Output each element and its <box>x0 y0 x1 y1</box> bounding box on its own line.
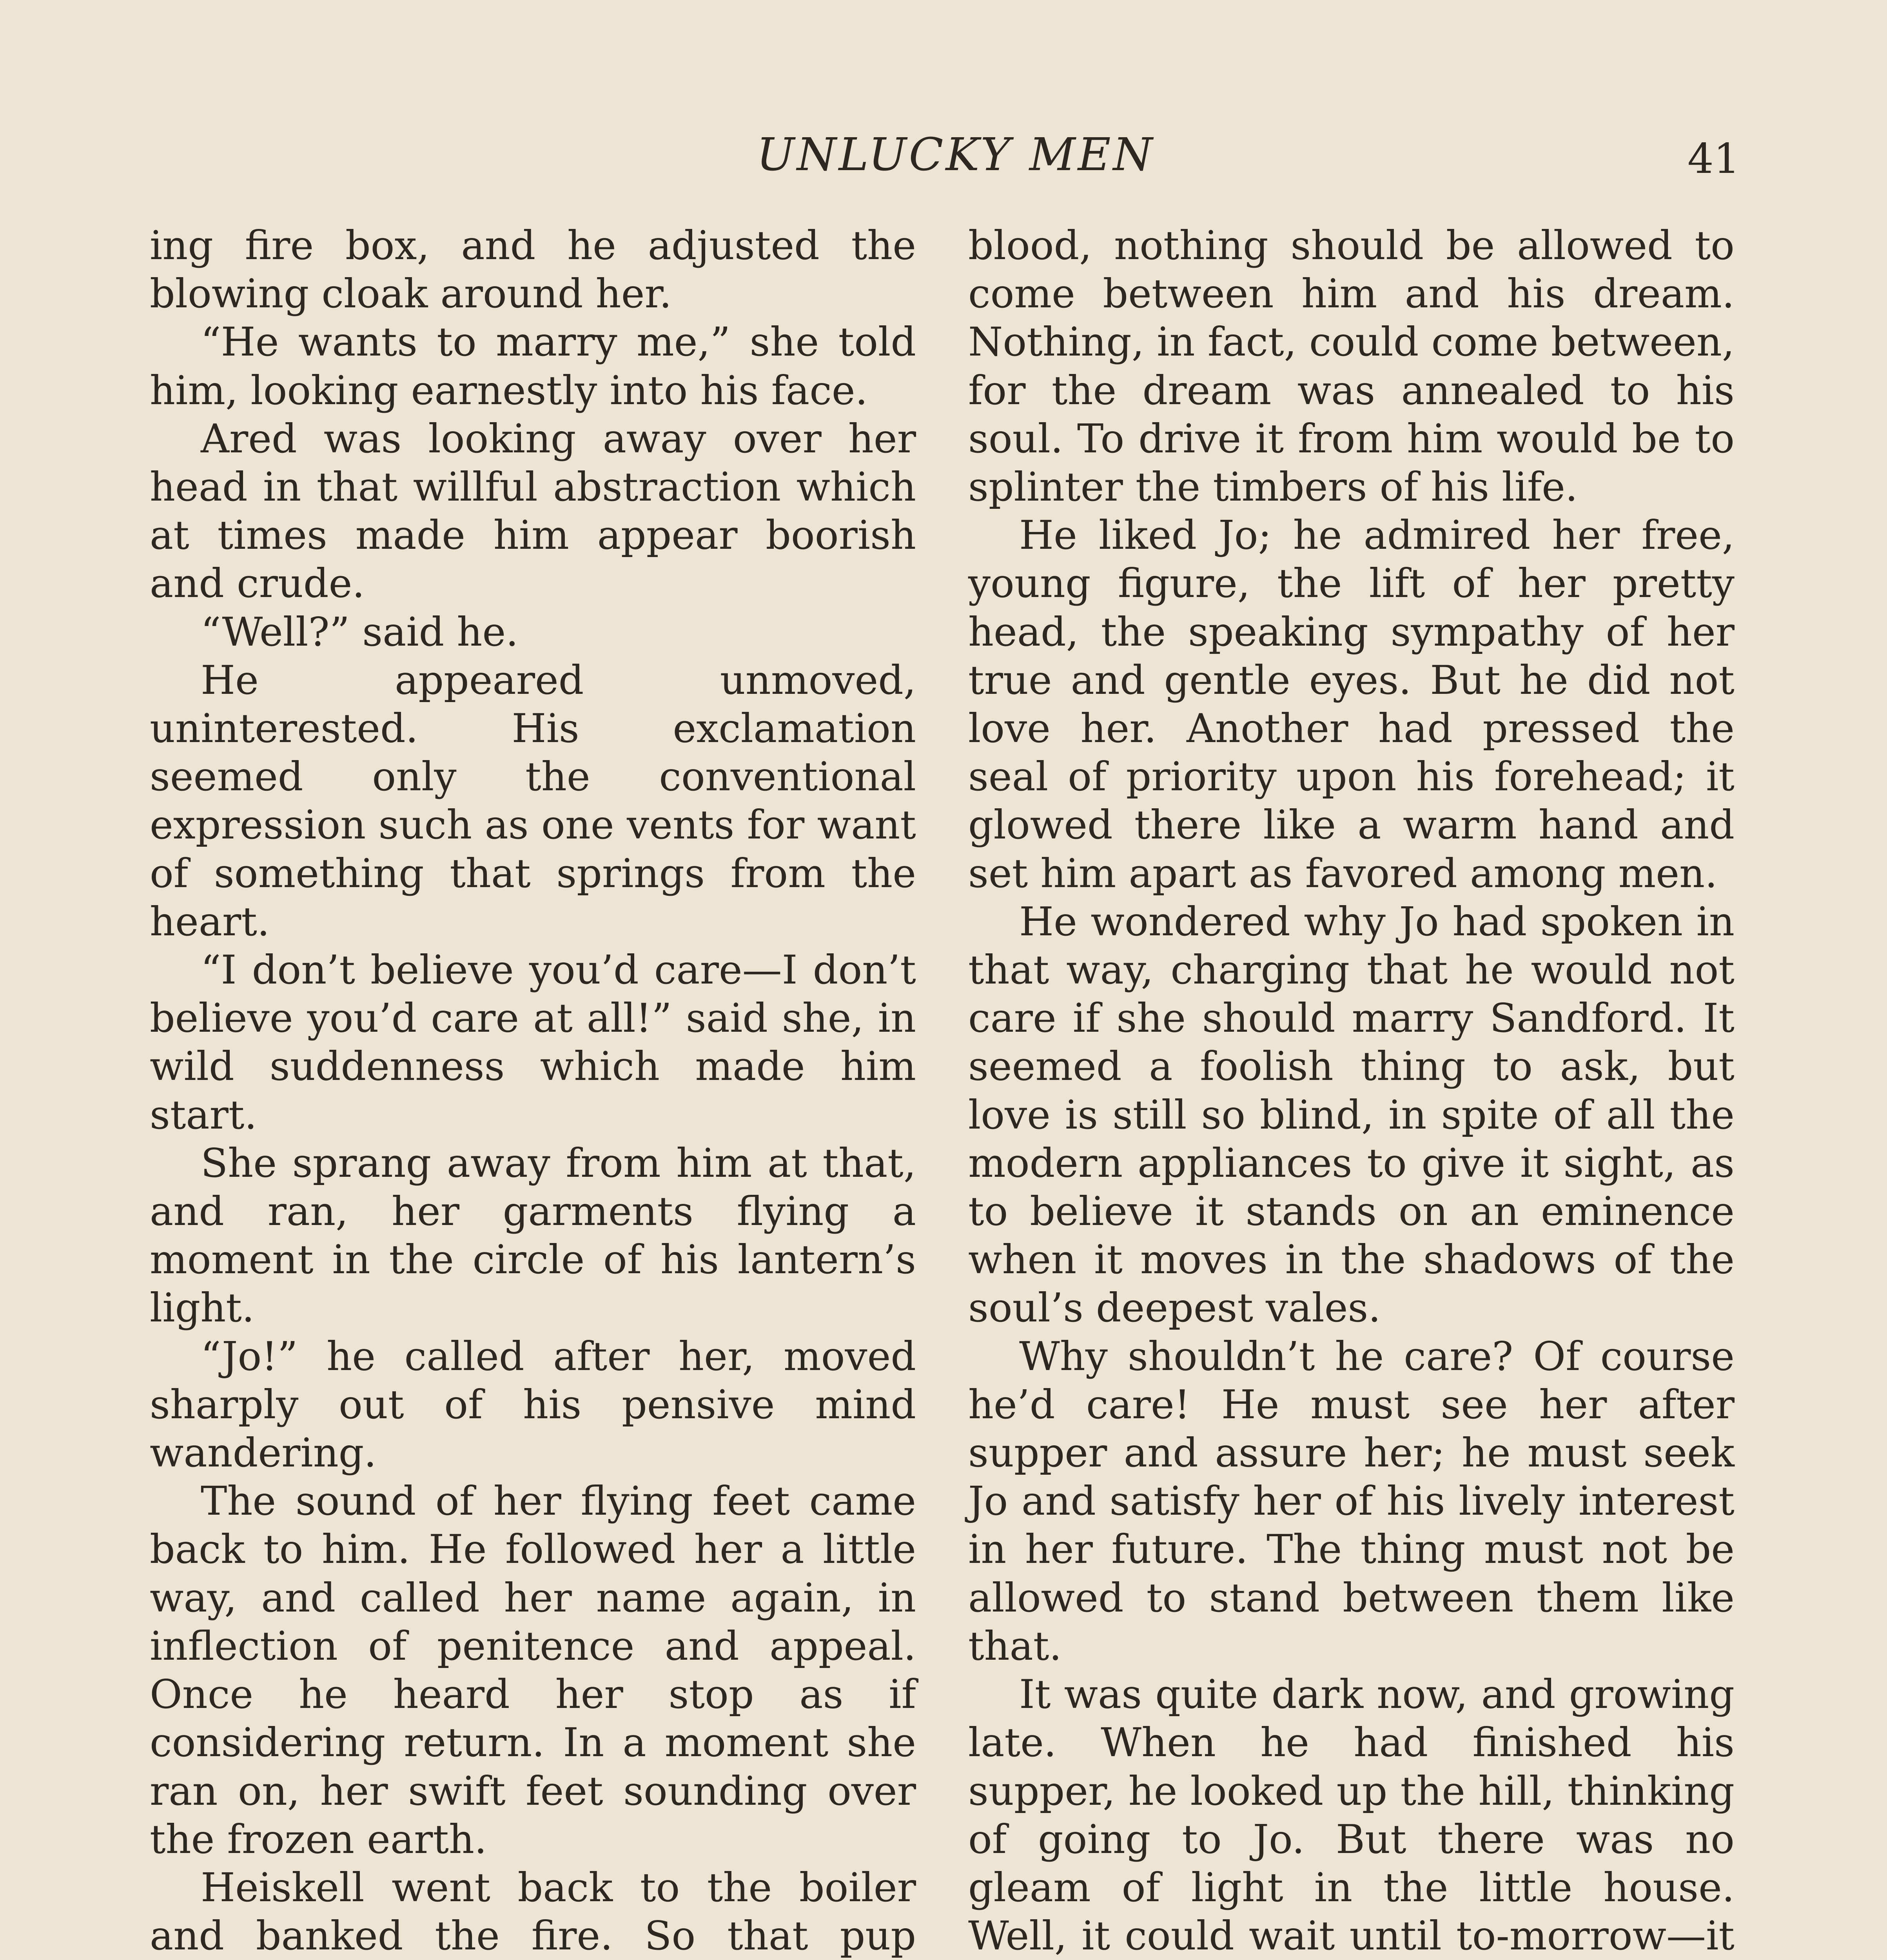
paragraph: It was quite dark now, and growing late. When he had finished his supper, he looked up the hill, thinking of going to Jo. But there was no gleam of light in the little house. Well, it could wait until to-morrow—it <box>968 1671 1735 1959</box>
paragraph: blood, nothing should be allowed to come between him and his dream. Nothing, in fact, could come between, for the dream was annealed to his soul. To drive it from him would be to splinter the timbers of his life. <box>968 222 1735 510</box>
paragraph: “Well?” said he. <box>201 608 519 655</box>
paragraph: “Jo!” he called after her, moved sharply out of his pensive mind wandering. <box>150 1333 916 1476</box>
left-text-column <box>150 221 916 1960</box>
paragraph: He appeared unmoved, uninterested. His exclamation seemed only the conventional expression such as one vents for want of something that springs from the heart. <box>150 657 916 945</box>
paragraph: He wondered why Jo had spoken in that way, charging that he would not care if she should marry Sandford. It seemed a foolish thing to ask, but love is still so blind, in spite of all the modern appliances to give it sight, as to believe it stands on an eminence when it moves in the shadows of the soul’s deepest vales. <box>968 898 1735 1331</box>
page-number: 41 <box>1687 135 1740 183</box>
paragraph: “I don’t believe you’d care—I don’t believe you’d care at all!” said she, in wild suddenness which made him start. <box>150 947 916 1138</box>
paragraph: Ared was looking away over her head in that willful abstraction which at times made him appear boorish and crude. <box>150 415 916 607</box>
paragraph: Why shouldn’t he care? Of course he’d care! He must see her after supper and assure her; he must seek Jo and satisfy her of his lively interest in her future. The thing must not be allowed to stand between them like that. <box>968 1333 1735 1669</box>
paragraph: Heiskell went back to the boiler and banked the fire. So that pup <box>150 1864 916 1959</box>
paragraph: “He wants to marry me,” she told him, looking earnestly into his face. <box>150 319 916 414</box>
paragraph: ing fire box, and he adjusted the blowing cloak around her. <box>150 222 916 317</box>
right-text-column <box>968 221 1735 1960</box>
paragraph: She sprang away from him at that, and ran, her garments flying a moment in the circle of his lantern’s light. <box>150 1140 916 1331</box>
paragraph: He liked Jo; he admired her free, young figure, the lift of her pretty head, the speaking sympathy of her true and gentle eyes. But he did not love her. Another had pressed the seal of priority upon his forehead; it glowed there like a warm hand and set him apart as favored among men. <box>968 512 1735 897</box>
running-head: UNLUCKY MEN <box>757 129 1155 181</box>
paragraph: The sound of her flying feet came back to him. He followed her a little way, and called her name again, in inflection of penitence and appeal. Once he heard her stop as if considering return. In a moment she ran on, her swift feet sounding over the frozen earth. <box>150 1478 916 1862</box>
